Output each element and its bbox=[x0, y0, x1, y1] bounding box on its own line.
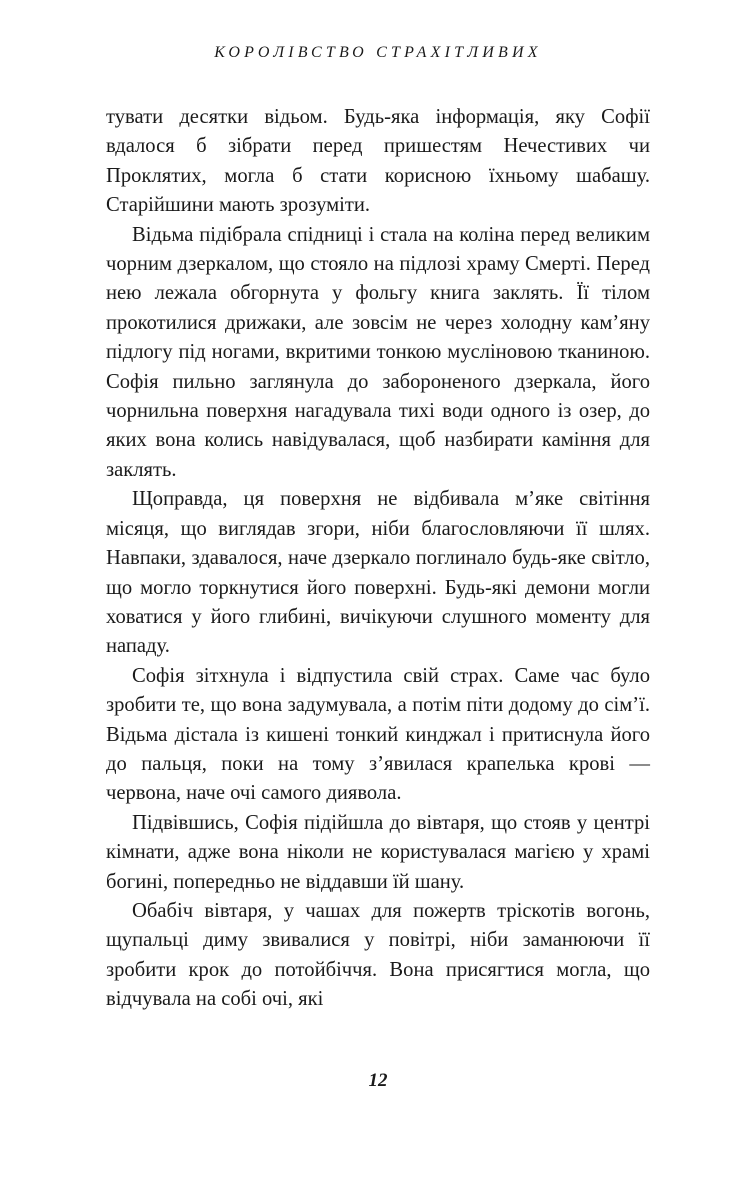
paragraph-1: тувати десятки відьом. Будь-яка інформація, яку Софії вдалося б зібрати перед пришестям Нечестивих чи Проклятих, могла б стати корисною їхньому шабашу. Старійшини мають зрозуміти. bbox=[106, 106, 650, 217]
paragraph-3: Щоправда, ця поверхня не відбивала м’яке світіння місяця, що виглядав згори, ніби благословляючи її шлях. Навпаки, здавалося, наче дзеркало поглинало будь-яке світло, що могло торкнутися його поверхні. Будь-які демони могли ховатися у його глибині, вичікуючи слушного моменту для нападу. bbox=[106, 488, 650, 658]
paragraph-6: Обабіч вівтаря, у чашах для пожертв тріскотів вогонь, щупальці диму звивалися у повітрі, ніби заманюючи її зробити крок до потойбіччя. Вона присягтися могла, що відчувала на собі очі, які bbox=[106, 899, 650, 1011]
paragraph-2: Відьма підібрала спідниці і стала на коліна перед великим чорним дзеркалом, що стояло на підлозі храму Смерті. Перед нею лежала обгорнута у фольгу книга заклять. Її тілом прокотилися дрижаки, але зовсім не через холодну кам’яну підлогу під ногами, вкритими тонкою мусліновою тканиною. Софія пильно заглянула до забороненого дзеркала, його чорнильна поверхня нагадувала тихі води одного із озер, до яких вона колись навідувалася, щоб назбирати каміння для заклять. bbox=[106, 223, 650, 481]
page-number: 12 bbox=[368, 1070, 388, 1091]
running-head: КОРОЛІВСТВО СТРАХІТЛИВИХ bbox=[214, 44, 542, 61]
paragraph-5: Підвівшись, Софія підійшла до вівтаря, що стояв у центрі кімнати, адже вона ніколи не користувалася магією у храмі богині, попередньо не віддавши їй шану. bbox=[106, 811, 650, 893]
body-text bbox=[106, 103, 650, 1015]
paragraph-4: Софія зітхнула і відпустила свій страх. Саме час було зробити те, що вона задумувала, а потім піти додому до сім’ї. Відьма дістала із кишені тонкий кинджал і притиснула його до пальця, поки на тому з’явилася крапелька крові — червона, наче очі самого диявола. bbox=[106, 664, 650, 805]
